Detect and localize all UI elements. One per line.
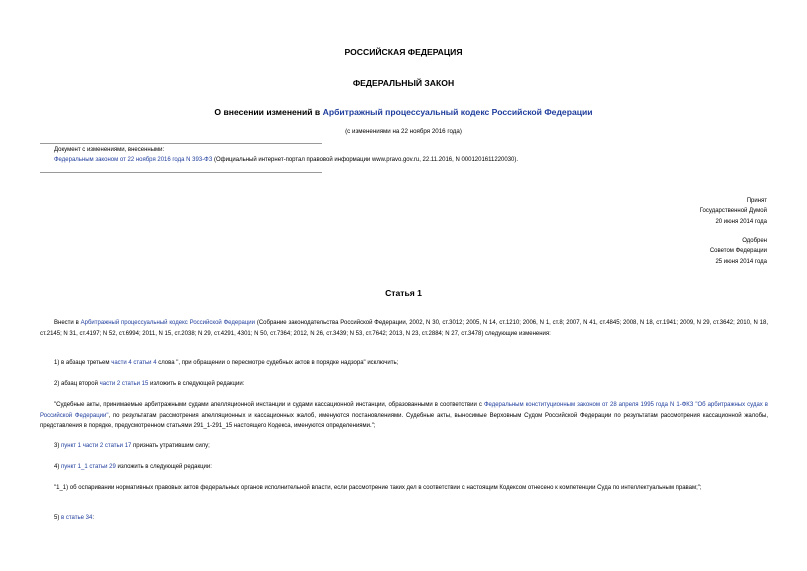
item-2-quote-b: , по результатам рассмотрения апелляционных и кассационных жалоб, именуются постановлениями. Судебные акты, выносимые Верховным Судом Российской Федерации по результатам рассмотрения кассационной жалобы, представления в порядке, предусмотренном статьями 291_1-291_15 настоящего Кодекса, именуются определениями."; bbox=[40, 412, 769, 429]
revision-note: (с изменениями на 22 ноября 2016 года) bbox=[345, 128, 462, 135]
intro-b: (Собрание законодательства Российской Федерации, 2002, N 30, ст.3012; 2005, N 14, ст.1210; 2006, N 1, ст.8; 2007, N 41, ст.4845; 2008, N 18, ст.1941; 2009, N 29, ст.3642; 2010, N 18, ст.2145; N 31, ст.4197; N 52, ст.6994; 2011, N 15, ст.2038; N 29, ст.4291, 4301; N 50, ст.7364; 2012, N 26, ст.3439; N 53, ст.7642; 2013, N 23, ст.2884; N 27, ст.3478) следующие изменения: bbox=[40, 320, 768, 337]
amending-law-link[interactable]: Федеральным законом от 22 ноября 2016 года N 393-ФЗ bbox=[54, 157, 213, 163]
item-1-b: слова ", при обращении о пересмотре судебных актов в порядке надзора" исключить; bbox=[156, 360, 399, 366]
item-2-quote bbox=[40, 400, 768, 432]
item-5-a: 5) bbox=[54, 515, 62, 521]
item-3 bbox=[40, 441, 768, 452]
item-1-link[interactable]: части 4 статьи 4 bbox=[111, 360, 157, 366]
intro-code-link[interactable]: Арбитражный процессуальный кодекс Российской Федерации bbox=[80, 320, 256, 326]
title-code-link[interactable]: Арбитражный процессуальный кодекс Российской Федерации bbox=[322, 107, 593, 117]
item-4-b: изложить в следующей редакции: bbox=[115, 464, 212, 470]
item-2-quote-a: "Судебные акты, принимаемые арбитражными судами апелляционной инстанции и судами кассационной инстанции, образованными в соответствии с bbox=[54, 402, 484, 408]
doc-type-heading: ФЕДЕРАЛЬНЫЙ ЗАКОН bbox=[352, 78, 455, 88]
accepted-by: Государственной Думой bbox=[699, 208, 767, 215]
item-5-b: : bbox=[92, 515, 94, 521]
item-5-link[interactable]: в статье 34 bbox=[61, 515, 93, 521]
approval-block bbox=[710, 236, 767, 267]
country-heading: РОССИЙСКАЯ ФЕДЕРАЦИЯ bbox=[344, 47, 463, 57]
changes-bottom-rule bbox=[40, 172, 322, 173]
item-1 bbox=[40, 358, 768, 369]
item-3-link[interactable]: пункт 1 части 2 статьи 17 bbox=[61, 443, 132, 449]
title-prefix: О внесении изменений в bbox=[214, 107, 323, 117]
item-2-a: 2) абзац второй bbox=[54, 381, 100, 387]
item-4-link[interactable]: пункт 1_1 статьи 29 bbox=[61, 464, 116, 470]
item-4-quote: "1_1) об оспаривании нормативных правовых актов федеральных органов исполнительной власти, если рассмотрение таких дел в соответствии с настоящим Кодексом отнесено к компетенции Суда по интеллектуальным правам;"; bbox=[54, 485, 702, 491]
fkz-link[interactable]: Федеральным конституционным законом от 28 апреля 1995 года N 1-ФКЗ "Об арбитражных судах в Российской Федерации" bbox=[40, 402, 768, 419]
approved-by: Советом Федерации bbox=[709, 248, 767, 255]
changes-top-rule bbox=[40, 143, 322, 144]
approved-word: Одобрен bbox=[742, 238, 767, 244]
item-1-a: 1) в абзаце третьем bbox=[54, 360, 112, 366]
intro-a: Внести в bbox=[54, 320, 81, 326]
item-5 bbox=[40, 513, 768, 524]
article-title: Статья 1 bbox=[385, 288, 422, 298]
changes-line bbox=[54, 155, 794, 166]
accepted-word: Принят bbox=[746, 198, 767, 204]
item-4 bbox=[40, 462, 768, 473]
accepted-date: 20 июня 2014 года bbox=[715, 218, 767, 225]
changes-tail: (Официальный интернет-портал правовой информации www.pravo.gov.ru, 22.11.2016, N 0001201611220030). bbox=[212, 157, 519, 163]
item-3-b: признать утратившим силу; bbox=[131, 443, 210, 449]
changes-label: Документ с изменениями, внесенными: bbox=[54, 147, 165, 153]
item-3-a: 3) bbox=[54, 443, 62, 449]
approved-date: 25 июня 2014 года bbox=[715, 258, 767, 265]
item-2-link[interactable]: части 2 статьи 15 bbox=[99, 381, 149, 387]
intro-paragraph bbox=[40, 318, 768, 339]
adoption-block bbox=[700, 196, 767, 227]
law-title bbox=[0, 107, 807, 117]
item-2 bbox=[40, 379, 768, 390]
item-4-a: 4) bbox=[54, 464, 62, 470]
item-2-b: изложить в следующей редакции: bbox=[148, 381, 245, 387]
